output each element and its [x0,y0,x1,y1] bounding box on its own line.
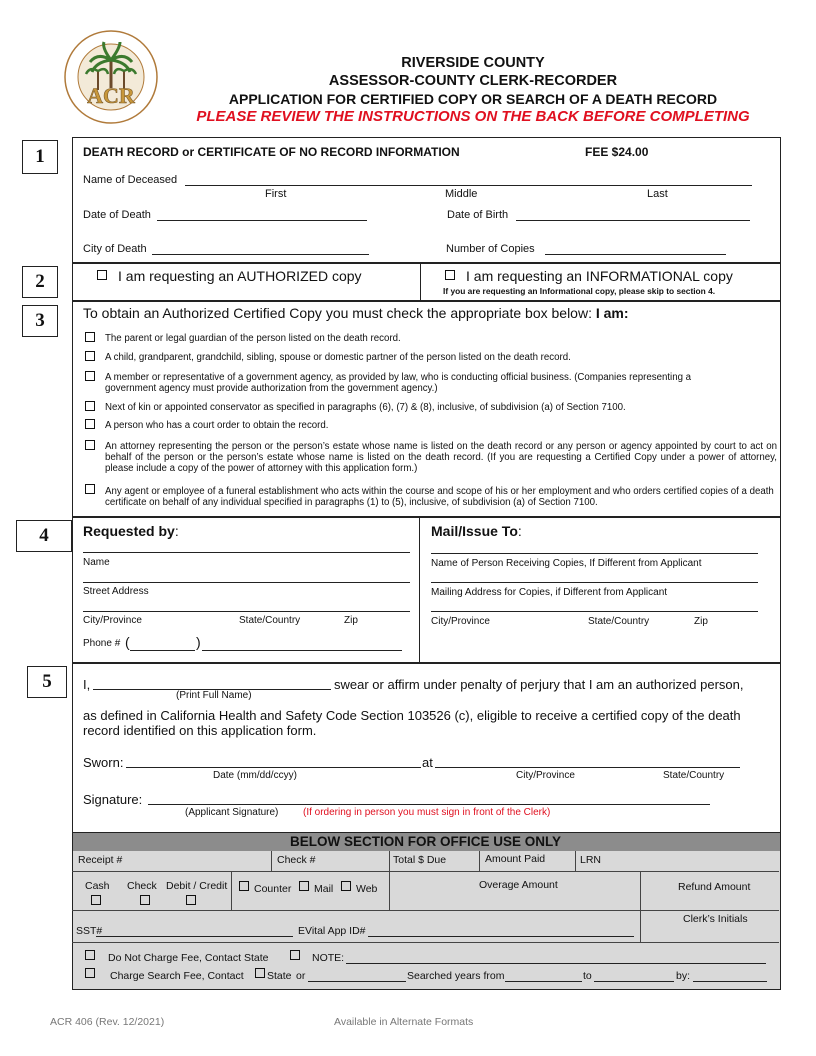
note-checkbox[interactable] [290,950,300,960]
overage-amount-label: Overage Amount [479,879,558,891]
county-seal-logo [62,28,160,126]
debit-credit-label: Debit / Credit [166,880,228,892]
informational-copy-label: I am requesting an INFORMATIONAL copy [466,268,733,284]
to-label: to [583,970,592,982]
sst-label: SST# [76,925,103,937]
section-3-intro-text: To obtain an Authorized Certified Copy you must check the appropriate box below: [83,305,592,321]
requester-name-field[interactable] [83,552,410,553]
oath-defined-text: as defined in California Health and Safety Code Section 103526 (c), eligible to receive a certified copy of the death record identified on this application form. [83,708,741,738]
sworn-date-field[interactable] [126,767,421,768]
no-charge-label: Do Not Charge Fee, Contact State [108,952,269,964]
last-name-caption: Last [647,188,668,200]
date-of-death-label: Date of Death [83,209,151,221]
seal-initials: ACR [87,83,135,108]
state-checkbox[interactable] [255,968,265,978]
refund-amount-label: Refund Amount [678,881,751,893]
date-of-death-field[interactable] [157,220,367,221]
option-6-checkbox[interactable] [85,440,95,450]
mailing-address-field[interactable] [431,582,758,583]
receiver-name-label: Name of Person Receiving Copies, If Different from Applicant [431,558,702,569]
first-name-caption: First [265,188,287,200]
deceased-name-label: Name of Deceased [83,174,178,186]
sworn-state-caption: State/Country [663,770,725,781]
number-of-copies-field[interactable] [545,254,726,255]
fee-label: FEE $24.00 [585,145,649,159]
mail-state-label: State/Country [588,616,650,627]
check-number-label: Check # [277,854,316,866]
phone-area-close: ) [196,634,201,650]
requested-by-colon: : [174,523,179,539]
charge-search-label: Charge Search Fee, Contact [110,970,244,982]
no-charge-checkbox[interactable] [85,950,95,960]
debit-credit-checkbox[interactable] [186,895,196,905]
option-5-text: A person who has a court order to obtain the record. [105,420,329,431]
applicant-signature-caption: (Applicant Signature) [185,807,279,818]
requester-city-field[interactable] [83,611,410,612]
mail-label: Mail [314,883,334,895]
option-2-checkbox[interactable] [85,351,95,361]
in-person-note: (If ordering in person you must sign in front of the Clerk) [303,807,551,818]
option-7-checkbox[interactable] [85,484,95,494]
section-3-i-am: I am: [595,305,629,321]
requester-zip-label: Zip [344,615,358,626]
deceased-name-field[interactable] [185,185,752,186]
date-of-birth-label: Date of Birth [447,209,509,221]
option-2-text: A child, grandparent, grandchild, sibling, spouse or domestic partner of the person listed on the death record. [105,352,571,363]
evital-label: EVital App ID# [298,925,366,937]
note-field[interactable] [346,963,766,964]
sworn-date-caption: Date (mm/dd/ccyy) [213,770,297,781]
authorized-copy-label: I am requesting an AUTHORIZED copy [118,268,362,284]
option-1-text: The parent or legal guardian of the person listed on the death record. [105,333,401,344]
option-3-checkbox[interactable] [85,371,95,381]
mail-city-field[interactable] [431,611,758,612]
phone-number-field[interactable] [202,650,402,651]
phone-label: Phone # [83,638,121,649]
requested-by-label: Requested by [83,523,175,539]
counter-checkbox[interactable] [239,881,249,891]
option-3-text: A member or representative of a government agency, as provided by law, who is conducting official business. (Companies representing a government agency must provide authorization from the government agency.) [105,372,692,394]
mail-zip-label: Zip [694,616,708,627]
charge-search-checkbox[interactable] [85,968,95,978]
note-label: NOTE: [312,952,345,964]
informational-note: If you are requesting an Informational copy, please skip to section 4. [443,286,716,296]
requester-name-label: Name [83,557,110,568]
web-checkbox[interactable] [341,881,351,891]
amount-paid-label: Amount Paid [485,853,546,865]
option-6-text: An attorney representing the person or the person’s estate whose name is listed on the death record or any person or agency appointed by court to act on behalf of the person or the person’s estate whose name is listed on the death record. (If you are requesting a Certified Copy under a power of attorney, please include a copy of the power of attorney with this application form.) [105,441,777,474]
option-4-text: Next of kin or appointed conservator as specified in paragraphs (6), (7) & (8), inclusive, of subdivision (a) of Section 7100. [105,402,626,413]
form-number: ACR 406 (Rev. 12/2021) [50,1016,165,1028]
office-title: ASSESSOR-COUNTY CLERK-RECORDER [328,73,618,89]
office-use-title: BELOW SECTION FOR OFFICE USE ONLY [289,834,561,849]
requester-city-label: City/Province [83,615,142,626]
informational-copy-checkbox[interactable] [445,270,455,280]
counter-label: Counter [254,883,292,895]
by-field[interactable] [693,981,767,982]
section-4-number: 4 [16,520,72,552]
years-from-field[interactable] [505,981,582,982]
web-label: Web [356,883,378,895]
evital-field[interactable] [368,936,634,937]
number-of-copies-label: Number of Copies [446,243,535,255]
by-label: by: [676,970,691,982]
total-due-label: Total $ Due [393,854,447,866]
state-label: State [267,970,292,982]
print-name-caption: (Print Full Name) [176,690,252,701]
or-field[interactable] [308,981,406,982]
clerk-initials-label: Clerk’s Initials [683,913,748,925]
review-instructions: PLEASE REVIEW THE INSTRUCTIONS ON THE BACK BEFORE COMPLETING [196,108,750,125]
sworn-location-field[interactable] [435,767,740,768]
sworn-label: Sworn: [83,755,124,770]
requester-street-field[interactable] [83,582,410,583]
phone-area-code-field[interactable] [130,650,195,651]
option-7-text: Any agent or employee of a funeral establishment who acts within the course and scope of his or her employment and who orders certified copies of a death certificate on behalf of any individual specified in paragraphs (1) to (5), inclusive, of subdivision (a) of Section 7100. [105,486,774,508]
section-1-number: 1 [22,140,58,174]
mail-to-heading [431,523,522,539]
section-3-intro [83,305,629,321]
requester-state-label: State/Country [239,615,301,626]
check-checkbox[interactable] [140,895,150,905]
or-label: or [296,970,306,982]
sworn-city-caption: City/Province [516,770,575,781]
sworn-at-label: at [422,755,433,770]
signature-label: Signature: [83,792,143,807]
cash-label: Cash [85,880,110,892]
requested-by-heading [83,523,179,539]
receiver-name-field[interactable] [431,553,758,554]
mail-to-label: Mail/Issue To [431,523,518,539]
mail-to-colon: : [517,523,522,539]
section-2-number: 2 [22,266,58,298]
section-1-title: DEATH RECORD or CERTIFICATE OF NO RECORD INFORMATION [83,145,460,159]
searched-years-label: Searched years from [407,970,505,982]
option-4-checkbox[interactable] [85,401,95,411]
signature-field[interactable] [148,804,710,805]
oath-swear-text: swear or affirm under penalty of perjury that I am an authorized person, [334,677,744,692]
sst-field[interactable] [96,936,293,937]
date-of-birth-field[interactable] [516,220,750,221]
receipt-label: Receipt # [78,854,123,866]
option-1-checkbox[interactable] [85,332,95,342]
city-of-death-label: City of Death [83,243,147,255]
section-3-number: 3 [22,305,58,337]
mail-checkbox[interactable] [299,881,309,891]
alternate-formats-note: Available in Alternate Formats [334,1016,474,1028]
authorized-copy-checkbox[interactable] [97,270,107,280]
years-to-field[interactable] [594,981,674,982]
phone-area-open: ( [125,634,130,650]
option-5-checkbox[interactable] [85,419,95,429]
county-title: RIVERSIDE COUNTY [401,55,545,71]
requester-street-label: Street Address [83,586,149,597]
cash-checkbox[interactable] [91,895,101,905]
lrn-label: LRN [580,854,602,866]
section-5-number: 5 [27,666,67,698]
form-title: APPLICATION FOR CERTIFIED COPY OR SEARCH OF A DEATH RECORD [228,91,718,107]
mailing-address-label: Mailing Address for Copies, if Different from Applicant [431,587,668,598]
mail-city-label: City/Province [431,616,490,627]
middle-name-caption: Middle [445,188,478,200]
oath-i: I, [83,677,91,692]
check-label: Check [127,880,157,892]
city-of-death-field[interactable] [152,254,369,255]
